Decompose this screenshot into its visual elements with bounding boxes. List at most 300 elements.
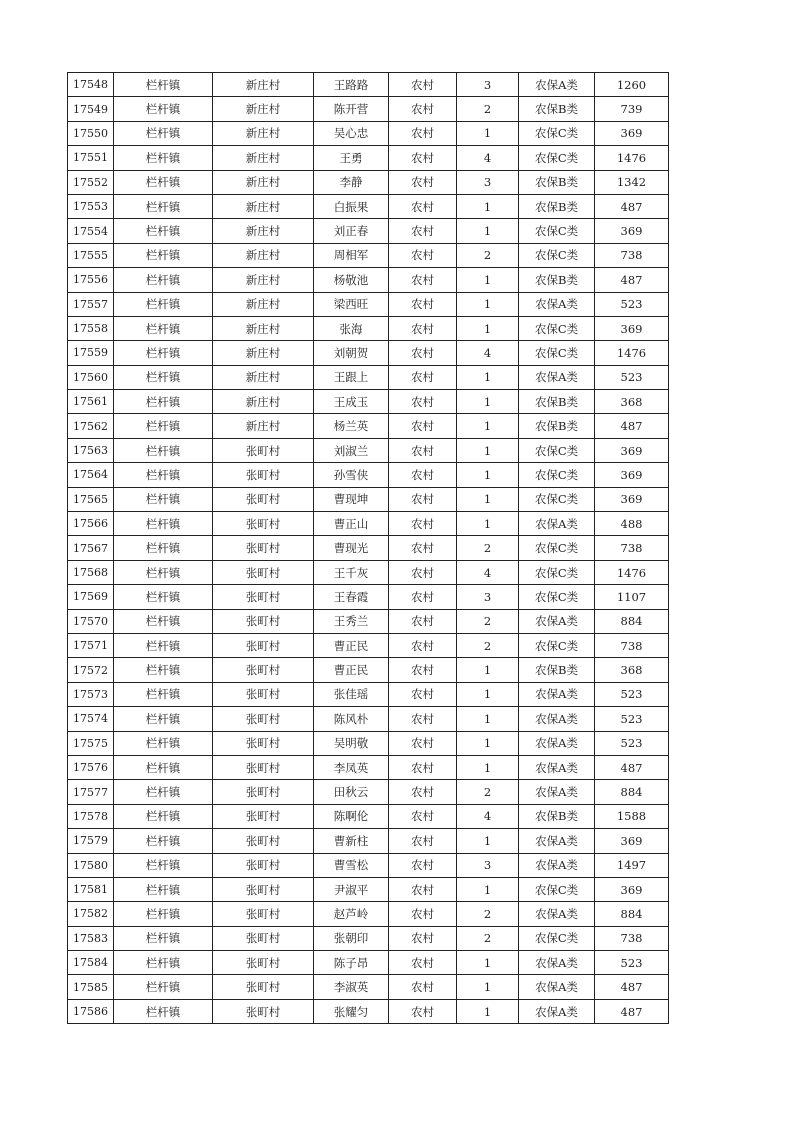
amount-cell: 738 xyxy=(595,536,669,560)
amount-cell: 369 xyxy=(595,463,669,487)
person-name-cell: 王成玉 xyxy=(314,390,389,414)
insurance-category-cell: 农保C类 xyxy=(519,463,595,487)
town-cell: 栏杆镇 xyxy=(114,877,213,901)
insurance-category-cell: 农保A类 xyxy=(519,902,595,926)
insurance-category-cell: 农保C类 xyxy=(519,926,595,950)
village-cell: 新庄村 xyxy=(213,170,314,194)
person-name-cell: 李静 xyxy=(314,170,389,194)
record-id-cell: 17550 xyxy=(68,121,114,145)
household-type-cell: 农村 xyxy=(389,292,457,316)
household-type-cell: 农村 xyxy=(389,316,457,340)
member-count-cell: 4 xyxy=(457,146,519,170)
insurance-category-cell: 农保A类 xyxy=(519,682,595,706)
member-count-cell: 2 xyxy=(457,243,519,267)
person-name-cell: 曹现光 xyxy=(314,536,389,560)
town-cell: 栏杆镇 xyxy=(114,609,213,633)
member-count-cell: 2 xyxy=(457,609,519,633)
person-name-cell: 张耀匀 xyxy=(314,999,389,1023)
village-cell: 新庄村 xyxy=(213,243,314,267)
amount-cell: 738 xyxy=(595,243,669,267)
person-name-cell: 曹正民 xyxy=(314,658,389,682)
record-id-cell: 17574 xyxy=(68,707,114,731)
table-row xyxy=(68,390,669,414)
person-name-cell: 田秋云 xyxy=(314,780,389,804)
town-cell: 栏杆镇 xyxy=(114,146,213,170)
household-type-cell: 农村 xyxy=(389,390,457,414)
insurance-category-cell: 农保A类 xyxy=(519,292,595,316)
town-cell: 栏杆镇 xyxy=(114,804,213,828)
village-cell: 张町村 xyxy=(213,658,314,682)
member-count-cell: 3 xyxy=(457,170,519,194)
household-type-cell: 农村 xyxy=(389,512,457,536)
person-name-cell: 曹雪松 xyxy=(314,853,389,877)
village-cell: 张町村 xyxy=(213,585,314,609)
table-row xyxy=(68,219,669,243)
town-cell: 栏杆镇 xyxy=(114,975,213,999)
insurance-category-cell: 农保A类 xyxy=(519,731,595,755)
village-cell: 新庄村 xyxy=(213,341,314,365)
village-cell: 张町村 xyxy=(213,926,314,950)
village-cell: 新庄村 xyxy=(213,390,314,414)
household-type-cell: 农村 xyxy=(389,975,457,999)
record-id-cell: 17567 xyxy=(68,536,114,560)
household-type-cell: 农村 xyxy=(389,414,457,438)
town-cell: 栏杆镇 xyxy=(114,219,213,243)
table-row xyxy=(68,365,669,389)
member-count-cell: 1 xyxy=(457,414,519,438)
village-cell: 新庄村 xyxy=(213,121,314,145)
record-id-cell: 17565 xyxy=(68,487,114,511)
member-count-cell: 1 xyxy=(457,121,519,145)
town-cell: 栏杆镇 xyxy=(114,731,213,755)
town-cell: 栏杆镇 xyxy=(114,951,213,975)
town-cell: 栏杆镇 xyxy=(114,292,213,316)
record-id-cell: 17553 xyxy=(68,194,114,218)
town-cell: 栏杆镇 xyxy=(114,170,213,194)
town-cell: 栏杆镇 xyxy=(114,438,213,462)
table-row xyxy=(68,633,669,657)
member-count-cell: 1 xyxy=(457,487,519,511)
town-cell: 栏杆镇 xyxy=(114,487,213,511)
household-type-cell: 农村 xyxy=(389,658,457,682)
table-row xyxy=(68,682,669,706)
amount-cell: 738 xyxy=(595,633,669,657)
insurance-category-cell: 农保C类 xyxy=(519,316,595,340)
record-id-cell: 17586 xyxy=(68,999,114,1023)
record-id-cell: 17570 xyxy=(68,609,114,633)
person-name-cell: 陈啊伦 xyxy=(314,804,389,828)
household-type-cell: 农村 xyxy=(389,73,457,97)
amount-cell: 523 xyxy=(595,731,669,755)
amount-cell: 369 xyxy=(595,487,669,511)
village-cell: 新庄村 xyxy=(213,365,314,389)
town-cell: 栏杆镇 xyxy=(114,926,213,950)
amount-cell: 884 xyxy=(595,609,669,633)
table-row xyxy=(68,853,669,877)
record-id-cell: 17580 xyxy=(68,853,114,877)
household-type-cell: 农村 xyxy=(389,438,457,462)
member-count-cell: 2 xyxy=(457,97,519,121)
member-count-cell: 1 xyxy=(457,682,519,706)
person-name-cell: 吴心忠 xyxy=(314,121,389,145)
town-cell: 栏杆镇 xyxy=(114,414,213,438)
town-cell: 栏杆镇 xyxy=(114,390,213,414)
town-cell: 栏杆镇 xyxy=(114,585,213,609)
amount-cell: 1342 xyxy=(595,170,669,194)
insurance-category-cell: 农保C类 xyxy=(519,560,595,584)
table-row xyxy=(68,292,669,316)
person-name-cell: 李淑英 xyxy=(314,975,389,999)
amount-cell: 1476 xyxy=(595,560,669,584)
village-cell: 张町村 xyxy=(213,999,314,1023)
town-cell: 栏杆镇 xyxy=(114,194,213,218)
insurance-category-cell: 农保B类 xyxy=(519,804,595,828)
town-cell: 栏杆镇 xyxy=(114,268,213,292)
table-row xyxy=(68,194,669,218)
household-type-cell: 农村 xyxy=(389,755,457,779)
table-row xyxy=(68,121,669,145)
person-name-cell: 刘淑兰 xyxy=(314,438,389,462)
table-row xyxy=(68,999,669,1023)
table-row xyxy=(68,316,669,340)
village-cell: 张町村 xyxy=(213,804,314,828)
record-id-cell: 17563 xyxy=(68,438,114,462)
insurance-category-cell: 农保C类 xyxy=(519,877,595,901)
household-type-cell: 农村 xyxy=(389,219,457,243)
household-type-cell: 农村 xyxy=(389,121,457,145)
record-id-cell: 17571 xyxy=(68,633,114,657)
village-cell: 张町村 xyxy=(213,560,314,584)
town-cell: 栏杆镇 xyxy=(114,560,213,584)
person-name-cell: 孙雪侠 xyxy=(314,463,389,487)
member-count-cell: 1 xyxy=(457,365,519,389)
table-row xyxy=(68,755,669,779)
person-name-cell: 周相军 xyxy=(314,243,389,267)
town-cell: 栏杆镇 xyxy=(114,512,213,536)
amount-cell: 1588 xyxy=(595,804,669,828)
insurance-category-cell: 农保C类 xyxy=(519,219,595,243)
member-count-cell: 2 xyxy=(457,926,519,950)
member-count-cell: 1 xyxy=(457,512,519,536)
member-count-cell: 1 xyxy=(457,951,519,975)
table-row xyxy=(68,73,669,97)
record-id-cell: 17557 xyxy=(68,292,114,316)
village-cell: 新庄村 xyxy=(213,268,314,292)
village-cell: 张町村 xyxy=(213,975,314,999)
person-name-cell: 尹淑平 xyxy=(314,877,389,901)
town-cell: 栏杆镇 xyxy=(114,829,213,853)
table-row xyxy=(68,414,669,438)
insurance-category-cell: 农保C类 xyxy=(519,585,595,609)
amount-cell: 487 xyxy=(595,414,669,438)
table-row xyxy=(68,487,669,511)
amount-cell: 523 xyxy=(595,707,669,731)
person-name-cell: 陈风朴 xyxy=(314,707,389,731)
household-type-cell: 农村 xyxy=(389,341,457,365)
member-count-cell: 1 xyxy=(457,999,519,1023)
household-type-cell: 农村 xyxy=(389,999,457,1023)
record-id-cell: 17552 xyxy=(68,170,114,194)
household-type-cell: 农村 xyxy=(389,707,457,731)
member-count-cell: 2 xyxy=(457,536,519,560)
member-count-cell: 3 xyxy=(457,853,519,877)
insurance-category-cell: 农保C类 xyxy=(519,438,595,462)
village-cell: 张町村 xyxy=(213,829,314,853)
person-name-cell: 王秀兰 xyxy=(314,609,389,633)
record-id-cell: 17558 xyxy=(68,316,114,340)
town-cell: 栏杆镇 xyxy=(114,73,213,97)
record-id-cell: 17548 xyxy=(68,73,114,97)
record-id-cell: 17551 xyxy=(68,146,114,170)
person-name-cell: 李凤英 xyxy=(314,755,389,779)
insurance-category-cell: 农保A类 xyxy=(519,975,595,999)
member-count-cell: 1 xyxy=(457,975,519,999)
record-id-cell: 17555 xyxy=(68,243,114,267)
household-type-cell: 农村 xyxy=(389,585,457,609)
table-row xyxy=(68,463,669,487)
person-name-cell: 陈子昂 xyxy=(314,951,389,975)
person-name-cell: 梁西旺 xyxy=(314,292,389,316)
table-row xyxy=(68,146,669,170)
person-name-cell: 王春霞 xyxy=(314,585,389,609)
record-id-cell: 17572 xyxy=(68,658,114,682)
household-type-cell: 农村 xyxy=(389,560,457,584)
insurance-category-cell: 农保A类 xyxy=(519,999,595,1023)
village-cell: 新庄村 xyxy=(213,194,314,218)
member-count-cell: 1 xyxy=(457,390,519,414)
table-row xyxy=(68,438,669,462)
insurance-category-cell: 农保A类 xyxy=(519,609,595,633)
table-row xyxy=(68,341,669,365)
amount-cell: 368 xyxy=(595,658,669,682)
village-cell: 张町村 xyxy=(213,731,314,755)
insurance-category-cell: 农保A类 xyxy=(519,853,595,877)
village-cell: 张町村 xyxy=(213,707,314,731)
amount-cell: 487 xyxy=(595,194,669,218)
record-id-cell: 17554 xyxy=(68,219,114,243)
insurance-category-cell: 农保B类 xyxy=(519,97,595,121)
record-id-cell: 17564 xyxy=(68,463,114,487)
member-count-cell: 1 xyxy=(457,877,519,901)
table-row xyxy=(68,609,669,633)
town-cell: 栏杆镇 xyxy=(114,536,213,560)
amount-cell: 884 xyxy=(595,902,669,926)
table-row xyxy=(68,658,669,682)
member-count-cell: 2 xyxy=(457,633,519,657)
household-type-cell: 农村 xyxy=(389,780,457,804)
table-row xyxy=(68,951,669,975)
person-name-cell: 吴明敬 xyxy=(314,731,389,755)
table-row xyxy=(68,707,669,731)
table-row xyxy=(68,877,669,901)
amount-cell: 369 xyxy=(595,316,669,340)
insurance-category-cell: 农保B类 xyxy=(519,268,595,292)
village-cell: 新庄村 xyxy=(213,414,314,438)
table-row xyxy=(68,97,669,121)
village-cell: 新庄村 xyxy=(213,219,314,243)
amount-cell: 523 xyxy=(595,365,669,389)
person-name-cell: 曹正民 xyxy=(314,633,389,657)
record-id-cell: 17561 xyxy=(68,390,114,414)
person-name-cell: 张朝印 xyxy=(314,926,389,950)
record-id-cell: 17569 xyxy=(68,585,114,609)
household-type-cell: 农村 xyxy=(389,877,457,901)
amount-cell: 488 xyxy=(595,512,669,536)
record-id-cell: 17578 xyxy=(68,804,114,828)
village-cell: 新庄村 xyxy=(213,146,314,170)
insurance-category-cell: 农保C类 xyxy=(519,243,595,267)
amount-cell: 1476 xyxy=(595,146,669,170)
person-name-cell: 刘朝贺 xyxy=(314,341,389,365)
village-cell: 张町村 xyxy=(213,633,314,657)
insurance-category-cell: 农保A类 xyxy=(519,829,595,853)
person-name-cell: 王路路 xyxy=(314,73,389,97)
amount-cell: 1497 xyxy=(595,853,669,877)
amount-cell: 1476 xyxy=(595,341,669,365)
member-count-cell: 1 xyxy=(457,755,519,779)
village-cell: 新庄村 xyxy=(213,73,314,97)
person-name-cell: 赵芦岭 xyxy=(314,902,389,926)
insurance-category-cell: 农保C类 xyxy=(519,146,595,170)
village-cell: 张町村 xyxy=(213,877,314,901)
village-cell: 张町村 xyxy=(213,780,314,804)
member-count-cell: 4 xyxy=(457,341,519,365)
person-name-cell: 曹现坤 xyxy=(314,487,389,511)
table-row xyxy=(68,902,669,926)
record-id-cell: 17576 xyxy=(68,755,114,779)
record-id-cell: 17582 xyxy=(68,902,114,926)
town-cell: 栏杆镇 xyxy=(114,341,213,365)
table-row xyxy=(68,268,669,292)
household-type-cell: 农村 xyxy=(389,853,457,877)
record-id-cell: 17566 xyxy=(68,512,114,536)
insurance-category-cell: 农保B类 xyxy=(519,194,595,218)
village-cell: 张町村 xyxy=(213,487,314,511)
amount-cell: 739 xyxy=(595,97,669,121)
record-id-cell: 17575 xyxy=(68,731,114,755)
record-id-cell: 17585 xyxy=(68,975,114,999)
town-cell: 栏杆镇 xyxy=(114,682,213,706)
town-cell: 栏杆镇 xyxy=(114,463,213,487)
record-id-cell: 17568 xyxy=(68,560,114,584)
table-row xyxy=(68,926,669,950)
household-type-cell: 农村 xyxy=(389,902,457,926)
household-type-cell: 农村 xyxy=(389,146,457,170)
table-row xyxy=(68,512,669,536)
member-count-cell: 1 xyxy=(457,292,519,316)
insurance-category-cell: 农保B类 xyxy=(519,390,595,414)
village-cell: 张町村 xyxy=(213,682,314,706)
record-id-cell: 17562 xyxy=(68,414,114,438)
amount-cell: 368 xyxy=(595,390,669,414)
town-cell: 栏杆镇 xyxy=(114,999,213,1023)
record-id-cell: 17579 xyxy=(68,829,114,853)
amount-cell: 1260 xyxy=(595,73,669,97)
insurance-category-cell: 农保C类 xyxy=(519,536,595,560)
amount-cell: 487 xyxy=(595,755,669,779)
household-type-cell: 农村 xyxy=(389,463,457,487)
table-row xyxy=(68,170,669,194)
insurance-category-cell: 农保A类 xyxy=(519,707,595,731)
insurance-category-cell: 农保A类 xyxy=(519,780,595,804)
village-cell: 张町村 xyxy=(213,463,314,487)
member-count-cell: 1 xyxy=(457,194,519,218)
insurance-category-cell: 农保B类 xyxy=(519,170,595,194)
member-count-cell: 2 xyxy=(457,902,519,926)
member-count-cell: 1 xyxy=(457,268,519,292)
village-cell: 张町村 xyxy=(213,755,314,779)
amount-cell: 369 xyxy=(595,877,669,901)
record-id-cell: 17556 xyxy=(68,268,114,292)
amount-cell: 523 xyxy=(595,682,669,706)
household-type-cell: 农村 xyxy=(389,926,457,950)
town-cell: 栏杆镇 xyxy=(114,243,213,267)
record-id-cell: 17584 xyxy=(68,951,114,975)
amount-cell: 369 xyxy=(595,121,669,145)
amount-cell: 369 xyxy=(595,219,669,243)
insurance-category-cell: 农保A类 xyxy=(519,512,595,536)
village-cell: 张町村 xyxy=(213,609,314,633)
town-cell: 栏杆镇 xyxy=(114,853,213,877)
household-type-cell: 农村 xyxy=(389,97,457,121)
insurance-category-cell: 农保A类 xyxy=(519,951,595,975)
amount-cell: 487 xyxy=(595,999,669,1023)
member-count-cell: 1 xyxy=(457,658,519,682)
member-count-cell: 2 xyxy=(457,780,519,804)
insurance-category-cell: 农保B类 xyxy=(519,414,595,438)
table-row xyxy=(68,829,669,853)
household-type-cell: 农村 xyxy=(389,536,457,560)
table-row xyxy=(68,536,669,560)
town-cell: 栏杆镇 xyxy=(114,755,213,779)
amount-cell: 369 xyxy=(595,438,669,462)
household-type-cell: 农村 xyxy=(389,829,457,853)
member-count-cell: 1 xyxy=(457,707,519,731)
amount-cell: 1107 xyxy=(595,585,669,609)
town-cell: 栏杆镇 xyxy=(114,707,213,731)
person-name-cell: 杨敬池 xyxy=(314,268,389,292)
person-name-cell: 王勇 xyxy=(314,146,389,170)
household-type-cell: 农村 xyxy=(389,609,457,633)
insurance-category-cell: 农保C类 xyxy=(519,341,595,365)
amount-cell: 487 xyxy=(595,268,669,292)
household-type-cell: 农村 xyxy=(389,170,457,194)
person-name-cell: 白振果 xyxy=(314,194,389,218)
household-type-cell: 农村 xyxy=(389,243,457,267)
table-row xyxy=(68,585,669,609)
record-id-cell: 17583 xyxy=(68,926,114,950)
person-name-cell: 曹正山 xyxy=(314,512,389,536)
person-name-cell: 王跟上 xyxy=(314,365,389,389)
member-count-cell: 3 xyxy=(457,73,519,97)
insurance-category-cell: 农保A类 xyxy=(519,755,595,779)
household-type-cell: 农村 xyxy=(389,365,457,389)
household-type-cell: 农村 xyxy=(389,487,457,511)
person-name-cell: 曹新柱 xyxy=(314,829,389,853)
household-type-cell: 农村 xyxy=(389,194,457,218)
household-type-cell: 农村 xyxy=(389,731,457,755)
person-name-cell: 张佳瑶 xyxy=(314,682,389,706)
household-type-cell: 农村 xyxy=(389,268,457,292)
person-name-cell: 杨兰英 xyxy=(314,414,389,438)
table-row xyxy=(68,243,669,267)
member-count-cell: 4 xyxy=(457,560,519,584)
household-type-cell: 农村 xyxy=(389,804,457,828)
town-cell: 栏杆镇 xyxy=(114,658,213,682)
record-id-cell: 17581 xyxy=(68,877,114,901)
household-type-cell: 农村 xyxy=(389,633,457,657)
member-count-cell: 1 xyxy=(457,731,519,755)
